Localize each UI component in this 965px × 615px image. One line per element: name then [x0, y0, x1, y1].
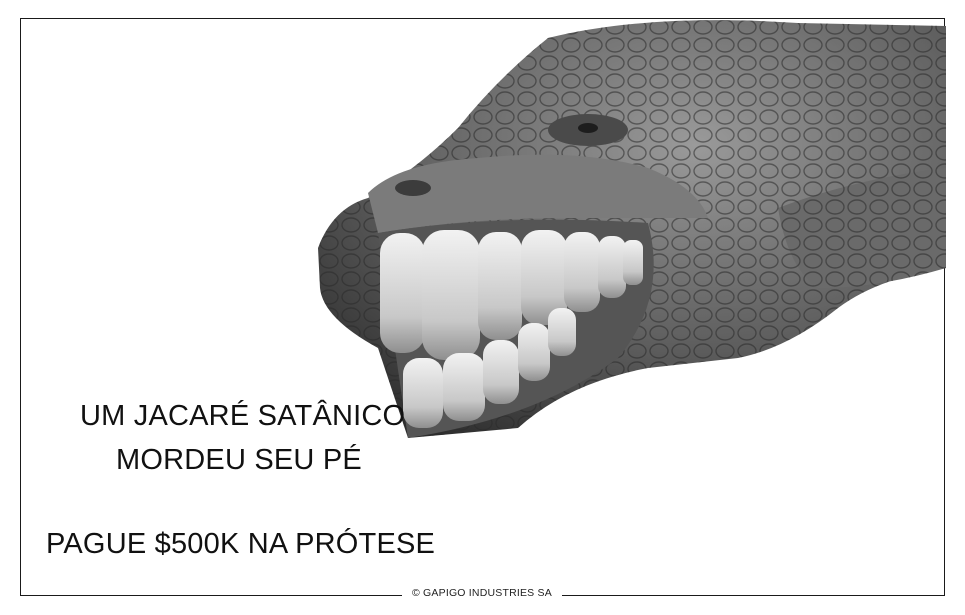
caption-line-3: PAGUE $500K NA PRÓTESE: [46, 528, 436, 560]
caption-line-2: MORDEU SEU PÉ: [116, 444, 362, 476]
crocodile-with-human-teeth-image: [318, 18, 946, 440]
caption-line-1: UM JACARÉ SATÂNICO: [80, 400, 406, 432]
copyright-footer: © GAPIGO INDUSTRIES SA: [402, 587, 562, 599]
